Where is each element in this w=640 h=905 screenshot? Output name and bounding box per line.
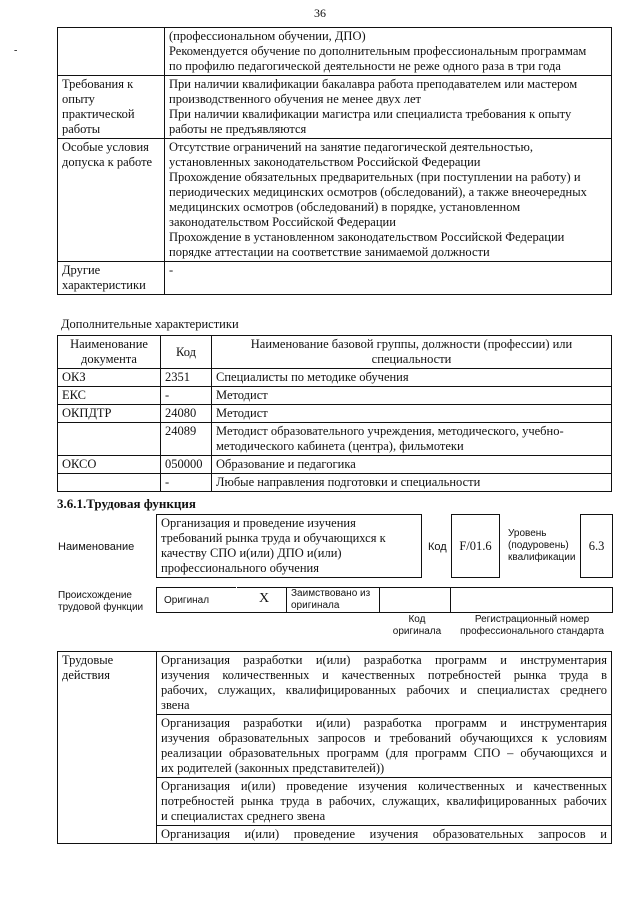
function-name-line: качеству СПО и(или) ДПО и(или) [161, 546, 342, 560]
name-line: Методист [216, 406, 268, 420]
row-label [58, 139, 165, 262]
function-name-line: требований рынка труда и обучающихся к [161, 531, 386, 545]
row-content-line: Прохождение в установленном законодательством Российской Федерации [169, 230, 565, 244]
column-header-line: документа [81, 352, 137, 366]
name-line: Специалисты по методике обучения [216, 370, 409, 384]
margin-mark: - [14, 45, 18, 56]
row-label-line: практической [62, 107, 135, 121]
page-number: 36 [314, 6, 326, 20]
code-cell: - [161, 474, 212, 492]
row-content-line: порядке аттестации на соответствие занимаемой должности [169, 245, 490, 259]
level-value: 6.3 [588, 539, 605, 553]
action-line: изучения образовательных запросов и требований обучающихся к условиям [161, 731, 607, 745]
name-cell [212, 387, 612, 405]
action-line: реализации образовательных программ (для программ СПО – обучающихся и [161, 746, 607, 760]
row-label-line: Другие [62, 263, 101, 277]
table-row [58, 456, 612, 474]
row-label-line: Требования к [62, 77, 134, 91]
name-cell [212, 405, 612, 423]
doc-cell: ОКЗ [58, 369, 161, 387]
level-label-line: квалификации [508, 552, 576, 563]
code-original-label [387, 614, 447, 638]
action-item [157, 826, 612, 844]
row-content-line: При наличии квалификации магистра или специалиста требования к опыту [169, 107, 572, 121]
doc-cell: ОКСО [58, 456, 161, 474]
function-name-box [156, 514, 422, 578]
column-header [212, 336, 612, 369]
code-value: F/01.6 [459, 539, 492, 553]
table-row [58, 387, 612, 405]
registration-number-label [452, 614, 612, 638]
row-content-line: (профессиональном обучении, ДПО) [169, 29, 366, 43]
column-header-line: специальности [371, 352, 452, 366]
table-row [58, 474, 612, 492]
function-name-text [157, 515, 421, 577]
table-row [58, 76, 612, 139]
row-label-line: опыту [62, 92, 95, 106]
actions-label-line: Трудовые [62, 653, 114, 667]
action-line: и специалистах среднего звена [161, 809, 326, 823]
column-header [161, 336, 212, 369]
registration-number-label-line: Регистрационный номер [474, 614, 590, 625]
code-cell: 24089 [161, 423, 212, 456]
action-item [157, 778, 612, 826]
registration-number-label-line: профессионального стандарта [460, 626, 604, 637]
level-label-line: Уровень [508, 528, 547, 539]
table-row [58, 423, 612, 456]
row-content [165, 262, 612, 295]
row-content-line: При наличии квалификации бакалавра работа преподавателем или мастером [169, 77, 578, 91]
table-row [58, 405, 612, 423]
section-title: 3.6.1.Трудовая функция [57, 496, 196, 511]
column-header-line: Код [176, 344, 196, 359]
row-content-line: Прохождение обязательных предварительных (при поступлении на работу) и [169, 170, 581, 184]
borrowed-label-line: оригинала [291, 600, 340, 611]
code-cell: 2351 [161, 369, 212, 387]
level-box [580, 514, 613, 578]
row-label [58, 76, 165, 139]
column-header-line: Наименование [70, 337, 148, 351]
row-content-line: по профилю педагогической деятельности не реже одного раза в три года [169, 59, 561, 73]
name-cell [212, 456, 612, 474]
name-line: Методист [216, 388, 268, 402]
name-cell [212, 423, 612, 456]
labor-actions-table [57, 651, 612, 844]
row-content-line: Рекомендуется обучение по дополнительным профессиональным программам [169, 44, 587, 58]
column-header [58, 336, 161, 369]
action-item [157, 652, 612, 715]
row-content-line: работы не предъявляются [169, 122, 307, 136]
code-original-label-line: Код [408, 614, 426, 625]
origin-label-line: Происхождение [58, 590, 132, 601]
code-cell: 24080 [161, 405, 212, 423]
action-line: потребностей рынка труда в рабочих, служащих, квалифицированных рабочих [161, 794, 607, 808]
function-name-line: Организация и проведение изучения [161, 516, 356, 530]
row-label-line: допуска к работе [62, 155, 153, 169]
requirements-table [57, 27, 612, 295]
row-label-line: характеристики [62, 278, 146, 292]
row-content [165, 76, 612, 139]
code-box [451, 514, 500, 578]
actions-label [58, 652, 157, 844]
table-row [58, 262, 612, 295]
action-line: изучения количественных и качественных потребностей рынка труда в [161, 668, 607, 682]
name-line: Методист образовательного учреждения, методического, учебно- [216, 424, 564, 438]
doc-cell [58, 423, 161, 456]
row-content [165, 139, 612, 262]
row-label-line: работы [62, 122, 101, 136]
level-label-line: (подуровень) [508, 540, 569, 551]
origin-box [156, 587, 613, 613]
additional-characteristics-table [57, 335, 612, 492]
code-cell: 050000 [161, 456, 212, 474]
row-content-line: производственного обучения не менее двух лет [169, 92, 422, 106]
original-mark: X [259, 591, 270, 606]
action-line: рабочих, служащих, квалифицированных рабочих и специалистах среднего [161, 683, 607, 697]
actions-label-line: действия [62, 668, 110, 682]
row-content-line: установленных законодательством Российской Федерации [169, 155, 481, 169]
action-line: Организация разработки и(или) разработка программ и инструментария [161, 716, 607, 730]
action-line: Организация и(или) проведение изучения количественных и качественных [161, 779, 607, 793]
row-label [58, 28, 165, 76]
name-line: Любые направления подготовки и специальности [216, 475, 481, 489]
action-line: их родителей (законных представителей)) [161, 761, 385, 775]
name-line: Образование и педагогика [216, 457, 356, 471]
original-label: Оригинал [164, 595, 210, 606]
borrowed-label [291, 588, 370, 612]
table-row [58, 139, 612, 262]
row-content-line: Отсутствие ограничений на занятие педагогической деятельностью, [169, 140, 533, 154]
table-row [58, 652, 612, 715]
code-original-label-line: оригинала [392, 626, 442, 637]
name-cell [212, 369, 612, 387]
row-content-line: медицинских осмотров (обследований) в порядке, установленном [169, 200, 521, 214]
origin-label [58, 590, 143, 614]
name-line: методического кабинета (центра), фильмотеки [216, 439, 464, 453]
row-label [58, 262, 165, 295]
row-content-line: - [169, 263, 174, 277]
additional-characteristics-heading: Дополнительные характеристики [61, 317, 239, 331]
action-line: звена [161, 698, 190, 712]
doc-cell: ЕКС [58, 387, 161, 405]
header-row [58, 336, 612, 369]
origin-label-line: трудовой функции [58, 602, 144, 613]
row-content [165, 28, 612, 76]
code-cell: - [161, 387, 212, 405]
name-label: Наименование [58, 541, 135, 553]
doc-cell [58, 474, 161, 492]
name-cell [212, 474, 612, 492]
function-name-line: профессионального обучения [161, 561, 319, 575]
borrowed-label-line: Заимствовано из [291, 588, 371, 599]
row-content-line: периодических медицинских осмотров (обследований), а также внеочередных [169, 185, 587, 199]
row-content-line: законодательством Российской Федерации [169, 215, 396, 229]
row-label-line: Особые условия [62, 140, 149, 154]
action-line: Организация и(или) проведение изучения образовательных запросов и [161, 827, 607, 841]
table-row [58, 28, 612, 76]
code-label: Код [428, 541, 447, 553]
action-line: Организация разработки и(или) разработка программ и инструментария [161, 653, 607, 667]
column-header-line: Наименование базовой группы, должности (профессии) или [250, 337, 573, 351]
action-item [157, 715, 612, 778]
level-label [508, 528, 575, 564]
table-row [58, 369, 612, 387]
doc-cell: ОКПДТР [58, 405, 161, 423]
